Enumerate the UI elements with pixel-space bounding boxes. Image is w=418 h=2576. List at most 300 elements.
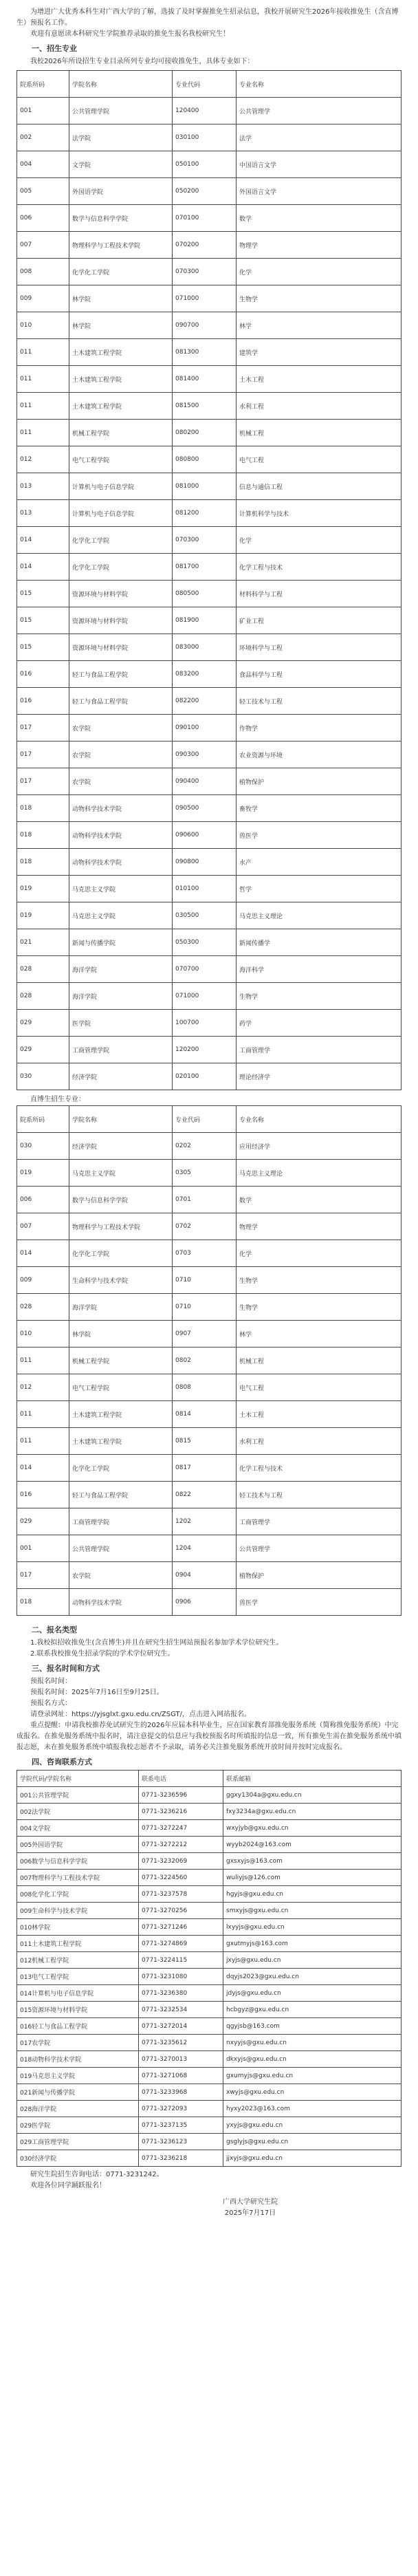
table-row [17, 1820, 402, 1837]
table-cell: 化学工程与技术 [236, 554, 402, 581]
table-row [17, 929, 402, 956]
table-cell: 0771-3237135 [139, 2117, 223, 2134]
table-cell: 生物学 [236, 285, 402, 312]
table-cell: 兽医学 [236, 822, 402, 849]
table-cell: 028 [17, 983, 69, 1010]
table-row [17, 795, 402, 822]
table-cell: 动物科学技术学院 [69, 822, 173, 849]
table-row [17, 500, 402, 527]
table-cell: 100700 [173, 1010, 236, 1037]
table-cell: 化学 [236, 527, 402, 554]
table-row [17, 2150, 402, 2167]
table-cell: 017 [17, 715, 69, 742]
type-item: 2.联系我校推免生招录学院的学术学位研究生。 [30, 1650, 175, 1658]
table-row [17, 1535, 402, 1562]
table-cell: 120400 [173, 98, 236, 125]
table-cell: 计算机科学与技术 [236, 500, 402, 527]
table-cell: 食品科学与工程 [236, 661, 402, 688]
table-cell: 机械工程学院 [69, 420, 173, 446]
table-cell: 0771-3235612 [139, 2035, 223, 2051]
table-row [17, 259, 402, 285]
table-row [17, 1267, 402, 1294]
table-cell: 016 [17, 1482, 69, 1508]
table-cell: 017农学院 [17, 2035, 139, 2051]
table-cell: 081500 [173, 393, 236, 420]
table-cell: 0771-3237578 [139, 1886, 223, 1903]
table-cell: 畜牧学 [236, 795, 402, 822]
table-cell: 011 [17, 420, 69, 446]
table-cell: 050300 [173, 929, 236, 956]
table-cell: 理论经济学 [236, 1063, 402, 1090]
table-row [17, 1952, 402, 1969]
section-title-contact: 四、咨询联系方式 [32, 1757, 92, 1766]
table-cell: 0701 [173, 1187, 236, 1213]
majors-table [16, 70, 402, 1090]
table-row [17, 1240, 402, 1267]
table-cell: 018 [17, 849, 69, 876]
table-row [17, 1804, 402, 1820]
table-row [17, 2134, 402, 2150]
table-cell: 081200 [173, 500, 236, 527]
registration-link[interactable]: https://yjsglxt.gxu.edu.cn/ZSGT/ [72, 1711, 182, 1718]
office-phone: 研究生院招生咨询电话：0771-3231242。 [30, 2171, 164, 2178]
table-cell: 017 [17, 1562, 69, 1589]
table-cell: 数学与信息科学学院 [69, 1187, 173, 1213]
section-title-majors: 一、招生专业 [32, 44, 77, 53]
table-cell: 019 [17, 1160, 69, 1187]
table-row [17, 232, 402, 259]
table-cell: 1204 [173, 1535, 236, 1562]
column-header: 学院名称 [69, 71, 173, 98]
table-cell: 004 [17, 151, 69, 178]
table-cell: 哲学 [236, 876, 402, 902]
table-cell: 0710 [173, 1267, 236, 1294]
table-cell: 动物科学技术学院 [69, 795, 173, 822]
table-row [17, 366, 402, 393]
table-cell: 090800 [173, 849, 236, 876]
table-cell: 0771-3224560 [139, 1870, 223, 1886]
table-cell: 0771-3270013 [139, 2051, 223, 2068]
table-cell: 005外国语学院 [17, 1837, 139, 1853]
column-header: 专业名称 [236, 1106, 402, 1133]
table-row [17, 554, 402, 581]
table-row [17, 1213, 402, 1240]
table-cell: 新闻传播学 [236, 929, 402, 956]
table-cell: 030 [17, 1133, 69, 1160]
table-cell: 土木工程 [236, 1401, 402, 1428]
table-cell: 020100 [173, 1063, 236, 1090]
table-cell: 090300 [173, 742, 236, 768]
contact-table [16, 1770, 402, 2167]
table-row [17, 1589, 402, 1616]
table-row [17, 2101, 402, 2117]
section-desc: 我校2026年所设招生专业目录所列专业均可接收推免生，具体专业如下： [30, 58, 254, 65]
table-cell: 农学院 [69, 715, 173, 742]
table-cell: 数学 [236, 1187, 402, 1213]
table-cell: 019 [17, 876, 69, 902]
table-cell: 公共管理学院 [69, 98, 173, 125]
table-cell: 海洋科学 [236, 956, 402, 983]
table-row [17, 178, 402, 205]
table-cell: 海洋学院 [69, 983, 173, 1010]
table-cell: 080500 [173, 581, 236, 607]
table-cell: 农学院 [69, 742, 173, 768]
table-cell: nxyyjs@gxu.edu.cn [223, 2035, 402, 2051]
table-cell: 011 [17, 1401, 69, 1428]
section-title-type: 二、报名类型 [32, 1625, 77, 1634]
table-cell: wxyjyb@gxu.edu.cn [223, 1820, 402, 1837]
table-cell: qgyjsb@163.com [223, 2018, 402, 2035]
table-cell: 数学 [236, 205, 402, 232]
table-cell: 030 [17, 1063, 69, 1090]
table-cell: 081900 [173, 607, 236, 634]
table-cell: 0710 [173, 1294, 236, 1321]
table-cell: 018 [17, 1589, 69, 1616]
table-cell: 001 [17, 1535, 69, 1562]
table-row [17, 742, 402, 768]
table-cell: 化学 [236, 1240, 402, 1267]
table-cell: 0822 [173, 1482, 236, 1508]
column-header: 联系邮箱 [223, 1771, 402, 1787]
table-cell: 农学院 [69, 768, 173, 795]
table-cell: 019马克思主义学院 [17, 2068, 139, 2084]
table-cell: 008 [17, 259, 69, 285]
table-cell: 012机械工程学院 [17, 1952, 139, 1969]
table-cell: 014计算机与电子信息学院 [17, 1985, 139, 2002]
table-cell: 015 [17, 634, 69, 661]
table-cell: 006数学与信息科学学院 [17, 1853, 139, 1870]
table-cell: 090600 [173, 822, 236, 849]
table-cell: 物理科学与工程技术学院 [69, 1213, 173, 1240]
table-cell: 林学院 [69, 1321, 173, 1347]
table-cell: 007 [17, 1213, 69, 1240]
table-row [17, 902, 402, 929]
table-cell: 029医学院 [17, 2117, 139, 2134]
table-cell: 081000 [173, 473, 236, 500]
table-cell: 016轻工与食品工程学院 [17, 2018, 139, 2035]
table-row [17, 1374, 402, 1401]
table-row [17, 634, 402, 661]
table-cell: 生物学 [236, 1267, 402, 1294]
table-cell: 化学化工学院 [69, 1240, 173, 1267]
table-cell: 林学 [236, 1321, 402, 1347]
table-row [17, 1037, 402, 1063]
section-title-time: 三、报名时间和方式 [32, 1664, 100, 1673]
table-row [17, 1853, 402, 1870]
table-cell: 081400 [173, 366, 236, 393]
table-cell: 化学工程与技术 [236, 1455, 402, 1482]
table-cell: 计算机与电子信息学院 [69, 500, 173, 527]
table-cell: 010 [17, 312, 69, 339]
table-cell: 文学院 [69, 151, 173, 178]
table-cell: 电气工程学院 [69, 446, 173, 473]
table-cell: 电气工程 [236, 1374, 402, 1401]
table-cell: 0802 [173, 1347, 236, 1374]
table-cell: 水利工程 [236, 393, 402, 420]
table-cell: wuliyjs@126.com [223, 1870, 402, 1886]
table-cell: 011 [17, 1347, 69, 1374]
table-cell: gxumyjs@gxu.edu.cn [223, 2068, 402, 2084]
table-row [17, 1837, 402, 1853]
table-cell: 0808 [173, 1374, 236, 1401]
table-cell: 物理学 [236, 1213, 402, 1240]
table-cell: 水利工程 [236, 1428, 402, 1455]
table-cell: 中国语言文学 [236, 151, 402, 178]
table-row [17, 151, 402, 178]
table-cell: 029 [17, 1037, 69, 1063]
table-cell: 012 [17, 446, 69, 473]
time-value: 预报名时间：2025年7月16日至9月25日。 [30, 1689, 164, 1696]
table-row [17, 2051, 402, 2068]
table-cell: 028海洋学院 [17, 2101, 139, 2117]
table-cell: 轻工技术与工程 [236, 688, 402, 715]
table-row [17, 312, 402, 339]
table-cell: 082200 [173, 688, 236, 715]
table-cell: 化学化工学院 [69, 259, 173, 285]
table-cell: 土木工程 [236, 366, 402, 393]
table-cell: gsglyjs@gxu.edu.cn [223, 2134, 402, 2150]
table-row [17, 125, 402, 151]
table-row [17, 1936, 402, 1952]
table-cell: 法学 [236, 125, 402, 151]
table-cell: 083200 [173, 661, 236, 688]
table-cell: 0771-3236380 [139, 1985, 223, 2002]
table-cell: ggxy1304a@gxu.edu.cn [223, 1787, 402, 1804]
table-cell: 015资源环境与材料学院 [17, 2002, 139, 2018]
table-cell: 水产 [236, 849, 402, 876]
column-header: 院系所码 [17, 71, 69, 98]
table-cell: 001 [17, 98, 69, 125]
table-row [17, 1903, 402, 1919]
table-cell: 011 [17, 339, 69, 366]
table-cell: 010100 [173, 876, 236, 902]
table-row [17, 420, 402, 446]
column-header: 专业代码 [173, 71, 236, 98]
table-cell: 外国语言文学 [236, 178, 402, 205]
table-cell: 0771-3232069 [139, 1853, 223, 1870]
table-row [17, 1160, 402, 1187]
table-row [17, 1870, 402, 1886]
method-label: 预报名方式： [30, 1700, 72, 1707]
table-cell: 017 [17, 742, 69, 768]
table-cell: smxyjs@gxu.edu.cn [223, 1903, 402, 1919]
table-cell: 经济学院 [69, 1063, 173, 1090]
table-cell: 0771-3272247 [139, 1820, 223, 1837]
table-cell: 029 [17, 1508, 69, 1535]
table-cell: 009 [17, 285, 69, 312]
column-header: 院系所码 [17, 1106, 69, 1133]
table-row [17, 1428, 402, 1455]
table-cell: 物理学 [236, 232, 402, 259]
table-cell: yxyjs@gxu.edu.cn [223, 2117, 402, 2134]
table-row [17, 2018, 402, 2035]
table-row [17, 956, 402, 983]
table-row [17, 715, 402, 742]
table-cell: 动物科学技术学院 [69, 1589, 173, 1616]
table-cell: 0305 [173, 1160, 236, 1187]
table-cell: 土木建筑工程学院 [69, 393, 173, 420]
table-cell: 071000 [173, 983, 236, 1010]
column-header: 学院代码/学院名称 [17, 1771, 139, 1787]
table-cell: 土木建筑工程学院 [69, 1428, 173, 1455]
table-cell: 轻工与食品工程学院 [69, 661, 173, 688]
table-row [17, 822, 402, 849]
table-cell: 070200 [173, 232, 236, 259]
table-cell: 017 [17, 768, 69, 795]
table-row [17, 2117, 402, 2134]
table-cell: 070300 [173, 259, 236, 285]
table-row [17, 98, 402, 125]
table-cell: 001公共管理学院 [17, 1787, 139, 1804]
table-cell: hyxy2023@163.com [223, 2101, 402, 2117]
table-header-row [17, 71, 402, 98]
table-cell: 材料科学与工程 [236, 581, 402, 607]
table-cell: 0817 [173, 1455, 236, 1482]
table-cell: 050200 [173, 178, 236, 205]
table-cell: 080800 [173, 446, 236, 473]
table-cell: 0814 [173, 1401, 236, 1428]
table-cell: 0904 [173, 1562, 236, 1589]
table-cell: 轻工技术与工程 [236, 1482, 402, 1508]
table-cell: 物理科学与工程技术学院 [69, 232, 173, 259]
table-cell: 011土木建筑工程学院 [17, 1936, 139, 1952]
table-cell: 005 [17, 178, 69, 205]
table-cell: 008化学化工学院 [17, 1886, 139, 1903]
table-row [17, 1187, 402, 1213]
table-cell: 数学与信息科学学院 [69, 205, 173, 232]
table-cell: 0907 [173, 1321, 236, 1347]
table-cell: 电气工程学院 [69, 1374, 173, 1401]
table-cell: 019 [17, 902, 69, 929]
table-cell: 0771-3274869 [139, 1936, 223, 1952]
table-cell: 林学院 [69, 312, 173, 339]
table-cell: 030经济学院 [17, 2150, 139, 2167]
table-cell: 工商管理学院 [69, 1508, 173, 1535]
table-cell: lxyyjs@gxu.edu.cn [223, 1919, 402, 1936]
table-cell: 轻工与食品工程学院 [69, 688, 173, 715]
table-cell: 机械工程 [236, 420, 402, 446]
table-cell: 014 [17, 554, 69, 581]
column-header: 专业名称 [236, 71, 402, 98]
table-header-row [17, 1771, 402, 1787]
table-cell: 006 [17, 205, 69, 232]
table-cell: 002法学院 [17, 1804, 139, 1820]
closing: 欢迎各位同学踊跃报名！ [30, 2182, 106, 2189]
table-cell: 081300 [173, 339, 236, 366]
table-cell: 028 [17, 1294, 69, 1321]
table-cell: 工商管理学 [236, 1037, 402, 1063]
table-cell: 资源环境与材料学院 [69, 607, 173, 634]
table-cell: 021 [17, 929, 69, 956]
table-cell: 林学 [236, 312, 402, 339]
table-cell: 马克思主义理论 [236, 902, 402, 929]
table-cell: 植物保护 [236, 1562, 402, 1589]
table-row [17, 527, 402, 554]
table-cell: 资源环境与材料学院 [69, 634, 173, 661]
table-cell: 公共管理学 [236, 1535, 402, 1562]
table-cell: 1202 [173, 1508, 236, 1535]
table-cell: 004文学院 [17, 1820, 139, 1837]
table-cell: 090400 [173, 768, 236, 795]
table-cell: 生命科学与技术学院 [69, 1267, 173, 1294]
table-row [17, 1294, 402, 1321]
table-cell: 矿业工程 [236, 607, 402, 634]
table-cell: 0771-3233968 [139, 2084, 223, 2101]
table-cell: 011 [17, 393, 69, 420]
table-cell: 0771-3272212 [139, 1837, 223, 1853]
table-cell: 070700 [173, 956, 236, 983]
table-cell: 化学化工学院 [69, 554, 173, 581]
table-cell: 资源环境与材料学院 [69, 581, 173, 607]
table-cell: 轻工与食品工程学院 [69, 1482, 173, 1508]
table-cell: 050100 [173, 151, 236, 178]
table-cell: 0771-3271246 [139, 1919, 223, 1936]
table-cell: 生物学 [236, 983, 402, 1010]
table-row [17, 1401, 402, 1428]
table-cell: 0771-3231080 [139, 1969, 223, 1985]
method-tail: ，点击进入网站报名。 [182, 1711, 251, 1718]
table-cell: 029工商管理学院 [17, 2134, 139, 2150]
table-cell: 应用经济学 [236, 1133, 402, 1160]
table-cell: 012 [17, 1374, 69, 1401]
table-cell: 011 [17, 1428, 69, 1455]
table-cell: 013 [17, 500, 69, 527]
table-cell: 006 [17, 1187, 69, 1213]
table-cell: hcbgyz@gxu.edu.cn [223, 2002, 402, 2018]
column-header: 专业代码 [173, 1106, 236, 1133]
table-cell: 0771-3271068 [139, 2068, 223, 2084]
table-row [17, 1321, 402, 1347]
table-cell: 0771-3232534 [139, 2002, 223, 2018]
table-row [17, 473, 402, 500]
table-cell: xwyjs@gxu.edu.cn [223, 2084, 402, 2101]
intro-paragraph: 欢迎有意愿读本科研究生学院推荐录取的推免生报名我校研究生！ [30, 30, 230, 38]
table-cell: 化学化工学院 [69, 1455, 173, 1482]
table-row [17, 393, 402, 420]
table-cell: 土木建筑工程学院 [69, 339, 173, 366]
table-cell: 环境科学与工程 [236, 634, 402, 661]
table-cell: 090500 [173, 795, 236, 822]
table-cell: gxutmyjs@163.com [223, 1936, 402, 1952]
table-cell: 0815 [173, 1428, 236, 1455]
table-cell: 070100 [173, 205, 236, 232]
important-note: 重点提醒：申请我校推荐免试研究生的2026年应届本科毕业生，应在国家教育部推免服务系统（简称推免服务系统）中完成报名。在推免服务系统中报名时，请注意提交的信息应与我校预报名时所填报的信息一致，所有推免生需在推免服务系统中填报志愿，未在推免服务系统中填报我校志愿者不予录取，请务必关注推免服务系统开放时间并按时完成报名。 [16, 1722, 402, 1751]
table-cell: 公共管理学院 [69, 1535, 173, 1562]
table-cell: 林学院 [69, 285, 173, 312]
table-cell: 机械工程学院 [69, 1347, 173, 1374]
table-row [17, 1919, 402, 1936]
table-cell: 海洋学院 [69, 1294, 173, 1321]
table-cell: 工商管理学 [236, 1508, 402, 1535]
column-header: 联系电话 [139, 1771, 223, 1787]
table-row [17, 446, 402, 473]
table-cell: 0702 [173, 1213, 236, 1240]
table-cell: 0771-3236596 [139, 1787, 223, 1804]
table-cell: 016 [17, 661, 69, 688]
table-cell: 090100 [173, 715, 236, 742]
table-row [17, 1562, 402, 1589]
table-row [17, 849, 402, 876]
table-cell: 法学院 [69, 125, 173, 151]
table-row [17, 688, 402, 715]
table-row [17, 1455, 402, 1482]
table-row [17, 1063, 402, 1090]
table-cell: 090700 [173, 312, 236, 339]
table-cell: 018 [17, 822, 69, 849]
table-row [17, 581, 402, 607]
table-row [17, 768, 402, 795]
table-row [17, 876, 402, 902]
